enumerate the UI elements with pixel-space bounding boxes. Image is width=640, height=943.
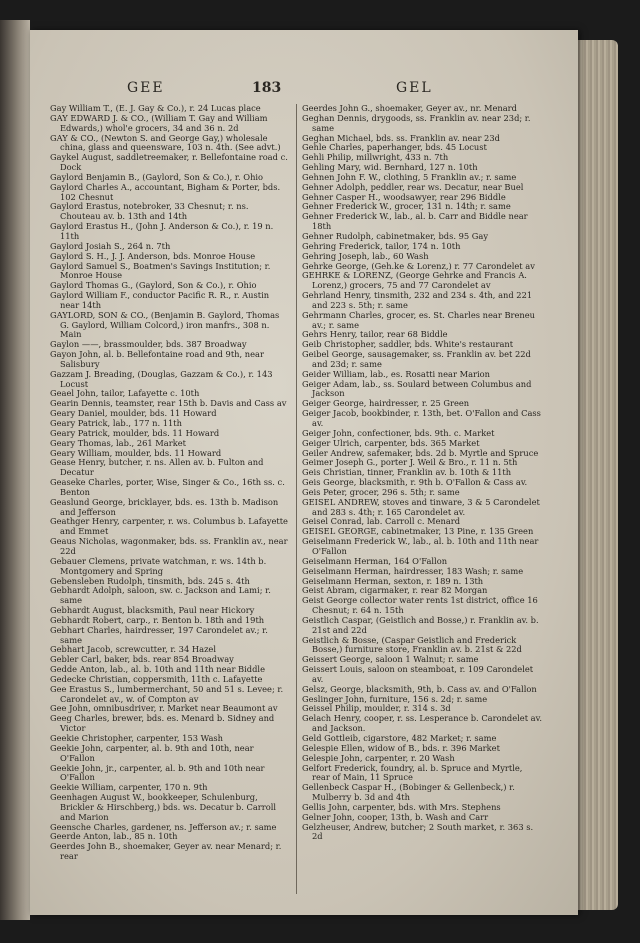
directory-entry: Gaylord Erastus H., (John J. Anderson & Co.), r. 19 n. 11th	[50, 221, 274, 241]
directory-entry: GEISEL GEORGE, cabinetmaker, 13 Pine, r. 135 Green	[302, 526, 534, 537]
directory-entry: Geissert George, saloon 1 Walnut; r. same	[302, 654, 479, 665]
directory-entry: Gayon John, al. b. Bellefontaine road and 9th, near Salisbury	[50, 349, 264, 369]
directory-page	[30, 30, 578, 915]
guide-word-left: GEE	[127, 80, 165, 96]
directory-entry: Geerdes John G., shoemaker, Geyer av., nr. Menard	[302, 104, 517, 113]
directory-entry: Gehrland Henry, tinsmith, 232 and 234 s. 4th, and 221 and 223 s. 5th; r. same	[302, 290, 533, 310]
directory-entry: Geerde Anton, lab., 85 n. 10th	[50, 831, 178, 842]
directory-entry: Geld Gottleib, cigarstore, 482 Market; r. same	[302, 733, 497, 743]
directory-entry: Geist George collector water rents 1st district, office 16 Chesnut; r. 64 n. 15th	[302, 595, 538, 616]
directory-entry: Geghan Dennis, drygoods, ss. Franklin av. near 23d; r. same	[302, 112, 531, 133]
page-number: 183	[252, 80, 282, 96]
directory-entry: GAYLORD, SON & CO., (Benjamin B. Gaylord, Thomas G. Gaylord, William Colcord,) iron manfrs., 308 n. Main	[50, 309, 280, 340]
directory-entry: Gedecke Christian, coppersmith, 11th c. Lafayette	[50, 673, 263, 684]
directory-entry: Gehrs Henry, tailor, rear 68 Biddle	[302, 329, 448, 340]
directory-entry: Geiger Jacob, bookbinder, r. 13th, bet. O'Fallon and Cass av.	[302, 408, 541, 428]
directory-entry: Geissel Philip, moulder, r. 314 s. 3d	[302, 703, 451, 714]
directory-entry: Gebhardt Adolph, saloon, sw. c. Jackson and Lami; r. same	[50, 585, 271, 606]
directory-entry: Gaylord Samuel S., Boatmen's Savings Institution; r. Monroe House	[50, 260, 271, 281]
directory-entry: Geib Christopher, saddler, bds. White's restaurant	[302, 339, 514, 350]
directory-entry: Gaylon ——, brassmoulder, bds. 387 Broadway	[50, 339, 247, 350]
directory-entry: Gelfort Frederick, foundry, al. b. Spruce and Myrtle, rear of Main, 11 Spruce	[302, 762, 523, 783]
directory-entry: Geis Christian, tinner, Franklin av. b. 10th & 11th	[302, 467, 512, 478]
directory-entry: Gehle Charles, paperhanger, bds. 45 Locust	[302, 142, 487, 153]
directory-entry: Gehli Philip, millwright, 433 n. 7th	[302, 152, 449, 163]
directory-entry: Geiselmann Herman, hairdresser, 183 Wash; r. same	[302, 565, 524, 576]
directory-entry: Gellis John, carpenter, bds. with Mrs. Stephens	[302, 801, 501, 812]
directory-entry: Geary Daniel, moulder, bds. 11 Howard	[50, 408, 217, 419]
directory-entry: Geaseke Charles, porter, Wise, Singer & Co., 16th ss. c. Benton	[50, 477, 285, 497]
directory-entry: Geistlich Caspar, (Geistlich and Bosse,) r. Franklin av. b. 21st and 22d	[302, 614, 539, 635]
directory-entry: Geiger George, hairdresser, r. 25 Green	[302, 398, 470, 409]
directory-entry: Geathger Henry, carpenter, r. ws. Columbus b. Lafayette and Emmet	[50, 516, 288, 537]
directory-entry: Gaylord Benjamin B., (Gaylord, Son & Co.), r. Ohio	[50, 171, 264, 182]
directory-entry: Gebhart Jacob, screwcutter, r. 34 Hazel	[50, 644, 216, 655]
directory-entry: Gelner John, cooper, 13th, b. Wash and Carr	[302, 811, 489, 822]
directory-entry: Geisel Conrad, lab. Carroll c. Menard	[302, 516, 461, 527]
directory-entry: Geaslund George, bricklayer, bds. es. 13th b. Madison and Jefferson	[50, 496, 279, 517]
directory-entry: Gehling Mary, wid. Bernhard, 127 n. 10th	[302, 162, 478, 173]
directory-entry: Geissert Louis, saloon on steamboat, r. 109 Carondelet av.	[302, 664, 534, 684]
directory-entry: Geist Abram, cigarmaker, r. rear 82 Morgan	[302, 585, 488, 596]
directory-entry: Gazzam J. Breading, (Douglas, Gazzam & Co.), r. 143 Locust	[50, 368, 273, 389]
directory-entry: Gehnen John F. W., clothing, 5 Franklin av.; r. same	[302, 171, 517, 182]
directory-entry: Geiselmann Frederick W., lab., al. b. 10th and 11th near O'Fallon	[302, 536, 539, 556]
directory-entry: Gelespie John, carpenter, r. 20 Wash	[302, 752, 455, 763]
directory-entry: Geiger John, confectioner, bds. 9th. c. Market	[302, 427, 495, 438]
directory-entry: Geenhagen August W., bookkeeper, Schulenburg, Brickler & Hirschberg,) bds. ws. Decatur b. Carroll and Marion	[50, 792, 277, 822]
directory-entry: Gebauer Clemens, private watchman, r. ws. 14th b. Montgomery and Spring	[50, 555, 267, 576]
directory-entry: Geekie John, jr., carpenter, al. b. 9th and 10th near O'Fallon	[50, 762, 265, 783]
directory-entry: Geiler Andrew, safemaker, bds. 2d b. Myrtle and Spruce	[302, 447, 539, 458]
directory-entry: Gaylord Charles A., accountant, Bigham & Porter, bds. 102 Chesnut	[50, 181, 281, 202]
guide-word-right: GEL	[396, 80, 433, 96]
directory-entry: Gaylord S. H., J. J. Anderson, bds. Monroe House	[50, 250, 256, 261]
directory-entry: Gehrke George, (Geh.ke & Lorenz,) r. 77 Carondelet av	[302, 260, 535, 271]
directory-entry: Gehring Joseph, lab., 60 Wash	[302, 250, 429, 261]
directory-entry: Gaylord Thomas G., (Gaylord, Son & Co.), r. Ohio	[50, 280, 257, 291]
directory-entry: Gelsz, George, blacksmith, 9th, b. Cass av. and O'Fallon	[302, 683, 537, 694]
right-column	[302, 104, 542, 894]
directory-entry: GAY EDWARD J. & CO., (William T. Gay and William Edwards,) whol'e grocers, 34 and 36 n. 2d	[50, 112, 268, 133]
directory-entry: Geider William, lab., es. Rosatti near Marion	[302, 368, 490, 379]
directory-entry: Gehrmann Charles, grocer, es. St. Charles near Breneu av.; r. same	[302, 309, 536, 330]
directory-entry: Gaylord William F., conductor Pacific R. R., r. Austin near 14th	[50, 290, 270, 310]
book-gutter-edge	[0, 20, 30, 920]
directory-entry: Geis George, blacksmith, r. 9th b. O'Fallon & Cass av.	[302, 477, 528, 488]
directory-entry: Geekie Christopher, carpenter, 153 Wash	[50, 733, 223, 743]
directory-entry: Geaus Nicholas, wagonmaker, bds. ss. Franklin av., near 22d	[50, 536, 288, 556]
directory-entry: Gehner Frederick W., lab., al. b. Carr and Biddle near 18th	[302, 211, 528, 232]
directory-entry: Geiselmann Herman, 164 O'Fallon	[302, 555, 448, 566]
directory-entry: Geary Thomas, lab., 261 Market	[50, 437, 186, 448]
directory-entry: Geslinger John, furniture, 156 s. 2d; r. same	[302, 693, 488, 704]
directory-entry: Geeg Charles, brewer, bds. es. Menard b. Sidney and Victor	[50, 713, 275, 734]
directory-entry: Geistlich & Bosse, (Caspar Geistlich and Frederick Bosse,) furniture store, Franklin av. b. 21st & 22d	[302, 634, 522, 655]
directory-entry: Gehner Adolph, peddler, rear ws. Decatur, near Buel	[302, 181, 524, 192]
directory-entry: Geiselmann Herman, sexton, r. 189 n. 13th	[302, 575, 484, 586]
directory-columns	[50, 104, 550, 894]
directory-entry: Geimer Joseph G., porter J. Weil & Bro., r. 11 n. 5th	[302, 457, 518, 468]
directory-entry: Gehner Frederick W., grocer, 131 n. 14th; r. same	[302, 201, 511, 212]
column-divider	[296, 104, 297, 894]
directory-entry: Gedde Anton, lab., al. b. 10th and 11th near Biddle	[50, 664, 265, 675]
directory-entry: Gelach Henry, cooper, r. ss. Lesperance b. Carondelet av. and Jackson.	[302, 713, 542, 734]
directory-entry: Geiger Ulrich, carpenter, bds. 365 Market	[302, 437, 480, 448]
directory-entry: Gebhardt August, blacksmith, Paul near Hickory	[50, 605, 255, 616]
directory-entry: Geis Peter, grocer, 296 s. 5th; r. same	[302, 486, 460, 497]
directory-entry: Geael John, tailor, Lafayette c. 10th	[50, 388, 200, 399]
directory-entry: Gehner Casper H., woodsawyer, rear 296 Biddle	[302, 191, 506, 202]
directory-entry: Gebhart Charles, hairdresser, 197 Carondelet av.; r. same	[50, 624, 268, 645]
directory-entry: Geary William, moulder, bds. 11 Howard	[50, 447, 222, 458]
directory-entry: Geekie John, carpenter, al. b. 9th and 10th, near O'Fallon	[50, 742, 254, 763]
directory-entry: Gebhardt Robert, carp., r. Benton b. 18th and 19th	[50, 614, 265, 625]
directory-entry: Gelzheuser, Andrew, butcher; 2 South market, r. 363 s. 2d	[302, 821, 534, 842]
directory-entry: GEHRKE & LORENZ, (George Gehrke and Francis A. Lorenz,) grocers, 75 and 77 Carondelet av	[302, 270, 527, 291]
directory-entry: Gehner Rudolph, cabinetmaker, bds. 95 Gay	[302, 230, 489, 241]
directory-entry: GEISEL ANDREW, stoves and tinware, 3 & 5 Carondelet and 283 s. 4th; r. 165 Carondelet av.	[302, 496, 540, 517]
directory-entry: Gaykel August, saddletreemaker, r. Bellefontaine road c. Dock	[50, 152, 288, 173]
directory-entry: Gelespie Ellen, widow of B., bds. r. 396 Market	[302, 742, 500, 753]
directory-entry: Gellenbeck Caspar H., (Bobinger & Gellenbeck,) r. Mulberry b. 3d and 4th	[302, 782, 515, 803]
directory-entry: Gebensleben Rudolph, tinsmith, bds. 245 s. 4th	[50, 575, 250, 586]
directory-entry: Gehring Frederick, tailor, 174 n. 10th	[302, 240, 461, 251]
directory-entry: Geibel George, sausagemaker, ss. Franklin av. bet 22d and 23d; r. same	[302, 349, 531, 369]
directory-entry: Gay William T., (E. J. Gay & Co.), r. 24 Lucas place	[50, 104, 261, 113]
directory-entry: Gaylord Josiah S., 264 n. 7th	[50, 240, 171, 251]
directory-entry: Gease Henry, butcher, r. ns. Allen av. b. Fulton and Decatur	[50, 457, 264, 478]
directory-entry: Gee Erastus S., lumbermerchant, 50 and 51 s. Levee; r. Carondelet av., w. of Compton av	[50, 683, 284, 704]
directory-entry: Gaylord Erastus, notebroker, 33 Chesnut; r. ns. Chouteau av. b. 13th and 14th	[50, 201, 249, 222]
directory-entry: GAY & CO., (Newton S. and George Gay,) wholesale china, glass and queensware, 103 n. 4th. (See advt.)	[50, 132, 281, 153]
directory-entry: Gebler Carl, baker, bds. rear 854 Broadway	[50, 654, 234, 665]
directory-entry: Geensche Charles, gardener, ns. Jefferson av.; r. same	[50, 821, 277, 832]
directory-entry: Geary Patrick, lab., 177 n. 11th	[50, 418, 182, 428]
directory-entry: Geary Patrick, moulder, bds. 11 Howard	[50, 427, 220, 438]
directory-entry: Gearin Dennis, teamster, rear 15th b. Davis and Cass av	[50, 398, 287, 409]
directory-entry: Geekie William, carpenter, 170 n. 9th	[50, 782, 208, 793]
directory-entry: Geiger Adam, lab., ss. Soulard between Columbus and Jackson	[302, 378, 532, 399]
directory-entry: Gee John, omnibusdriver, r. Market near Beaumont av	[50, 703, 278, 714]
running-head	[30, 80, 578, 102]
directory-entry: Geerdes John B., shoemaker, Geyer av. near Menard; r. rear	[50, 841, 282, 862]
left-column	[50, 104, 290, 894]
directory-entry: Geghan Michael, bds. ss. Franklin av. near 23d	[302, 132, 500, 143]
